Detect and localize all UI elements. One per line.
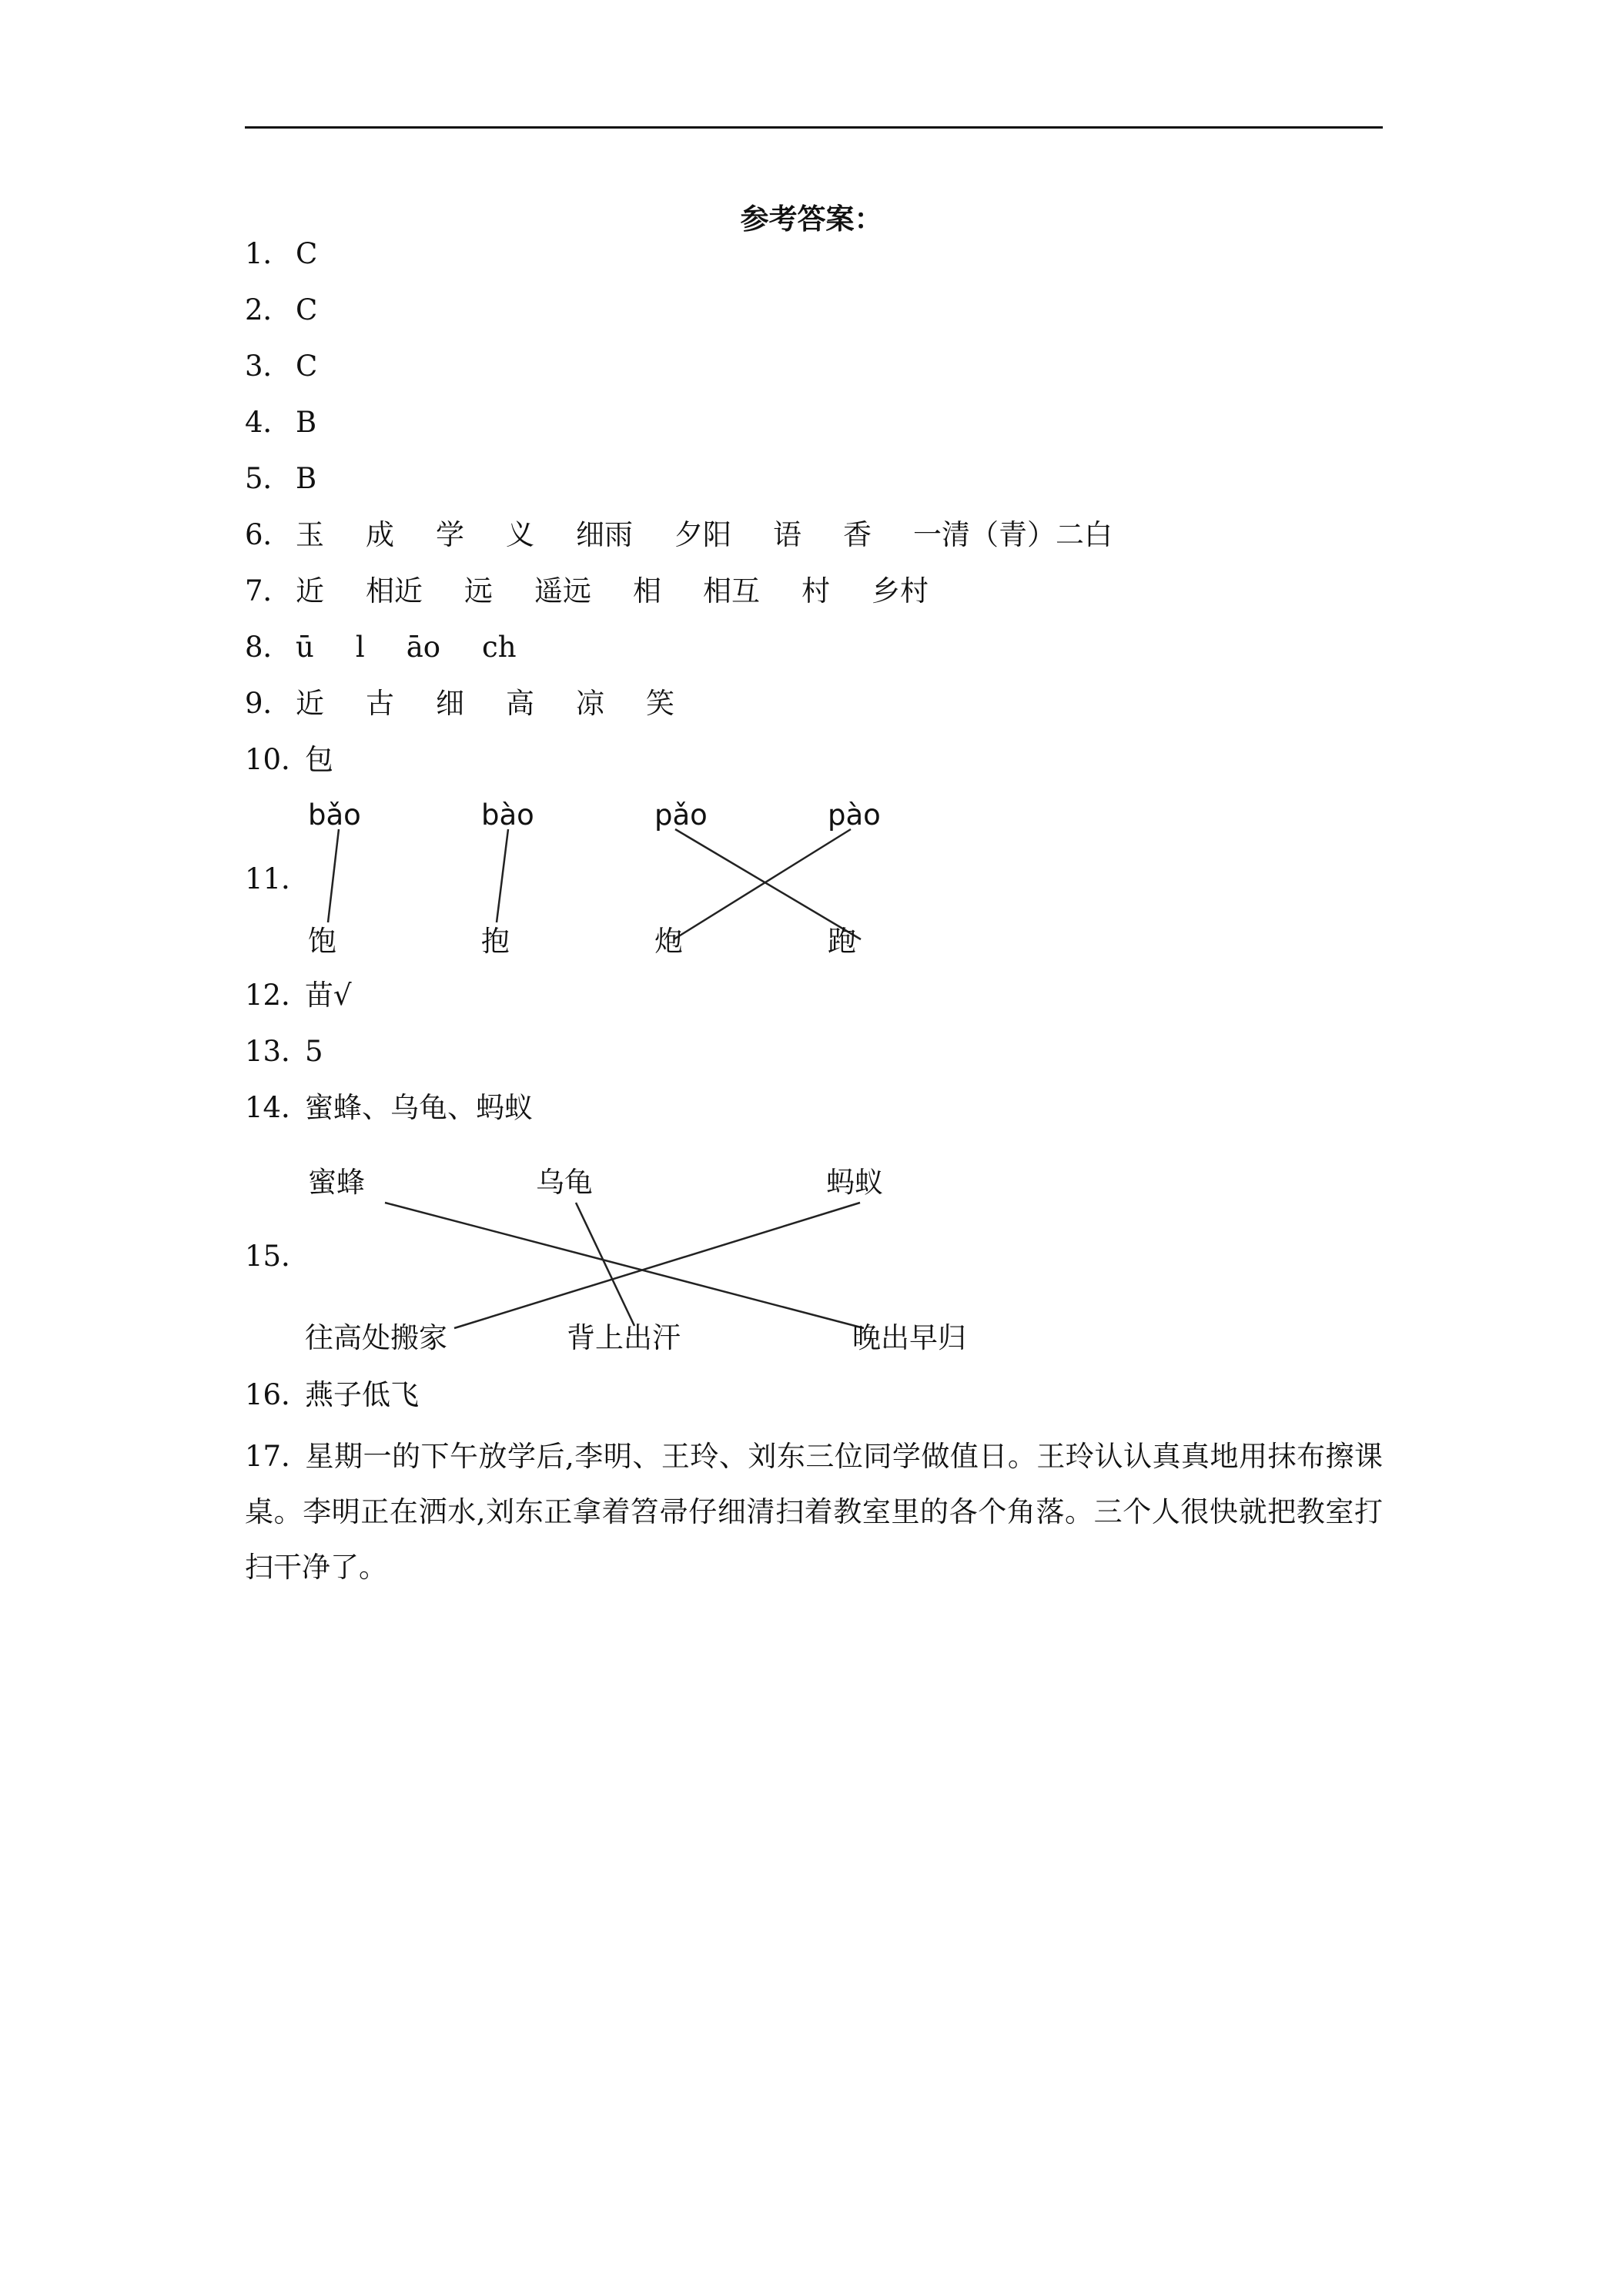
answer-5: 5． B — [245, 462, 317, 495]
answer-3: 3． C — [245, 350, 318, 383]
q15-matching-diagram — [293, 1155, 1001, 1363]
q11-bottom-0: 饱 — [308, 925, 336, 958]
q15-link-2 — [454, 1203, 860, 1328]
q11-top-1: bào — [481, 798, 534, 832]
q15-top-2: 蚂蚁 — [826, 1166, 883, 1199]
q11-link-1 — [497, 829, 508, 922]
answer-9: 9． 近 古 细 高 凉 笑 — [245, 687, 674, 720]
answer-4: 4． B — [245, 406, 317, 439]
q15-link-0 — [385, 1203, 864, 1328]
q11-link-3 — [674, 829, 851, 939]
q15-bottom-1: 背上出汗 — [567, 1321, 681, 1354]
q11-top-2: pǎo — [654, 798, 708, 832]
answer-14: 14．蜜蜂、乌龟、蚂蚁 — [245, 1091, 533, 1124]
answer-15-label: 15． — [245, 1240, 310, 1273]
answer-16: 16．燕子低飞 — [245, 1378, 419, 1411]
answer-7: 7． 近 相近 远 遥远 相 相互 村 乡村 — [245, 574, 929, 607]
q15-link-1 — [576, 1203, 634, 1326]
answer-2: 2． C — [245, 293, 318, 326]
q15-bottom-0: 往高处搬家 — [305, 1321, 447, 1354]
answer-11-label: 11． — [245, 862, 310, 895]
q11-top-3: pào — [828, 798, 881, 832]
answer-6: 6． 玉 成 学 义 细雨 夕阳 语 香 一清（青）二白 — [245, 518, 1113, 551]
q11-link-2 — [675, 829, 861, 939]
q11-matching-diagram — [293, 789, 909, 974]
answer-10: 10．包 — [245, 743, 333, 776]
header-rule — [245, 126, 1383, 129]
q15-bottom-2: 晚出早归 — [852, 1321, 966, 1354]
answer-12: 12．苗√ — [245, 979, 352, 1012]
answer-8: 8． ū l āo ch — [245, 631, 517, 664]
answer-title: 参考答案： — [740, 202, 883, 236]
q11-bottom-3: 跑 — [828, 925, 856, 958]
answer-1: 1． C — [245, 237, 318, 270]
q11-top-0: bǎo — [308, 798, 361, 832]
q15-top-1: 乌龟 — [536, 1166, 593, 1199]
q11-bottom-1: 抱 — [481, 925, 510, 958]
q11-bottom-2: 炮 — [654, 925, 683, 958]
answer-13: 13．5 — [245, 1035, 323, 1068]
answer-17: 17．星期一的下午放学后,李明、王玲、刘东三位同学做值日。王玲认认真真地用抹布擦课桌。李明正在洒水,刘东正拿着笤帚仔细清扫着教室里的各个角落。三个人很快就把教室打扫干净了。 — [245, 1440, 1383, 1584]
q11-link-0 — [328, 829, 339, 922]
q15-top-0: 蜜蜂 — [308, 1166, 365, 1199]
